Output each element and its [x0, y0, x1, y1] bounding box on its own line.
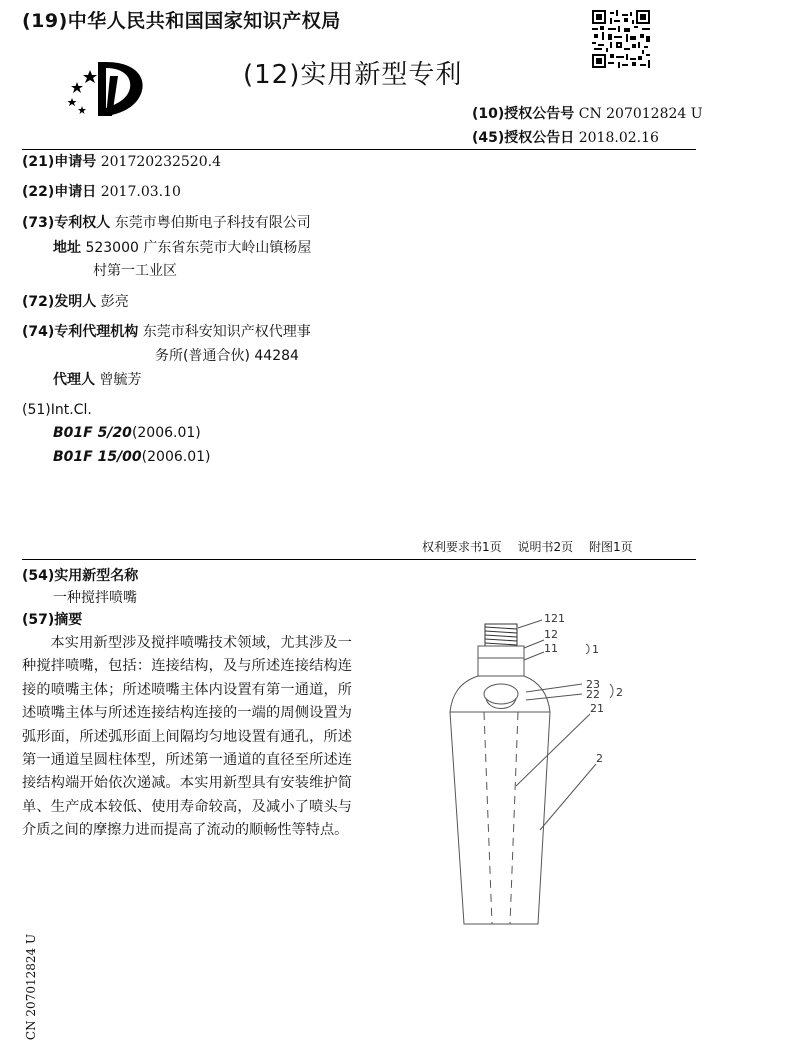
ipc-label: (51)Int.Cl.: [22, 402, 92, 418]
agency-label: (74)专利代理机构: [22, 324, 139, 340]
address-label: 地址: [53, 240, 81, 256]
publication-number-label: (10)授权公告号: [472, 106, 575, 122]
title-label: [22, 567, 138, 585]
claims-pages: 权利要求书1页: [422, 540, 502, 554]
utility-model-title: 一种搅拌喷嘴: [53, 590, 137, 606]
abstract-label: [22, 611, 82, 629]
patentee-field: [22, 214, 311, 232]
agent-name: 曾毓芳: [99, 372, 142, 388]
application-number-field: [22, 153, 221, 171]
drawing-label: 1: [592, 643, 599, 656]
publication-number: CN 207012824 U: [578, 106, 703, 122]
cnipa-logo-icon: [60, 56, 156, 122]
drawing-label: 2: [596, 752, 603, 765]
publication-date: 2018.02.16: [578, 130, 659, 146]
section-divider: [22, 559, 696, 560]
ipc-entry: [53, 425, 201, 441]
filing-date-field: [22, 183, 181, 201]
drawing-label: 23: [586, 678, 600, 691]
agency-field: [22, 323, 311, 341]
address-line-2: 村第一工业区: [93, 263, 177, 279]
publication-date-label: (45)授权公告日: [472, 130, 575, 146]
drawing-label: 21: [590, 702, 604, 715]
filing-date-label: (22)申请日: [22, 184, 97, 200]
drawing-label: 121: [544, 612, 565, 625]
abstract-section-label: (57)摘要: [22, 612, 83, 628]
filing-date: 2017.03.10: [100, 184, 181, 200]
ipc-entry: [53, 449, 211, 465]
drawing-label: 22: [586, 688, 600, 701]
drawing-label: 11: [544, 642, 558, 655]
header-divider: [22, 149, 696, 150]
inventor-label: (72)发明人: [22, 294, 97, 310]
agent-label: 代理人: [53, 372, 95, 388]
drawing-label: 2: [616, 686, 623, 699]
drawing-label: 12: [544, 628, 558, 641]
inventor-name: 彭亮: [100, 294, 129, 310]
publication-number-row: [472, 103, 703, 123]
patent-office-name: (19)中华人民共和国国家知识产权局: [22, 10, 341, 32]
ipc-code: B01F 5/20: [53, 425, 132, 441]
address-line-1: 523000 广东省东莞市大岭山镇杨屋: [85, 240, 312, 256]
address-field: [53, 239, 311, 257]
inventor-field: [22, 293, 129, 311]
description-pages: 说明书2页: [517, 540, 574, 554]
page-count-row: [422, 538, 645, 555]
ipc-version: (2006.01): [141, 449, 211, 465]
title-section-label: (54)实用新型名称: [22, 568, 139, 584]
document-type-title: (12)实用新型专利: [243, 60, 463, 90]
ipc-code: B01F 15/00: [53, 449, 142, 465]
publication-date-row: [472, 127, 659, 147]
nozzle-drawing: [440, 608, 640, 938]
side-publication-id: CN 207012824 U: [24, 933, 39, 1040]
application-number-label: (21)申请号: [22, 154, 97, 170]
patentee-label: (73)专利权人: [22, 215, 111, 231]
agency-line-2: 务所(普通合伙) 44284: [155, 348, 299, 364]
qr-code-icon: [592, 10, 650, 68]
application-number: 201720232520.4: [100, 154, 221, 170]
agency-line-1: 东莞市科安知识产权代理事: [142, 324, 311, 340]
drawings-pages: 附图1页: [588, 540, 633, 554]
agent-field: [53, 371, 141, 389]
abstract-text: 本实用新型涉及搅拌喷嘴技术领域，尤其涉及一种搅拌喷嘴，包括：连接结构，及与所述连接结构连接的喷嘴主体；所述喷嘴主体内设置有第一通道，所述喷嘴主体与所述连接结构连接的一端的周侧设置为弧形面，所述弧形面上间隔均匀地设置有通孔，所述第一通道呈圆柱体型，所述第一通道的直径至所述连接结构端开始依次递减。本实用新型具有安装维护简单、生产成本较低、使用寿命较高，及减小了喷头与介质之间的摩擦力进而提高了流动的顺畅性等特点。: [22, 635, 352, 839]
patentee-name: 东莞市粤伯斯电子科技有限公司: [114, 215, 311, 231]
ipc-version: (2006.01): [131, 425, 201, 441]
